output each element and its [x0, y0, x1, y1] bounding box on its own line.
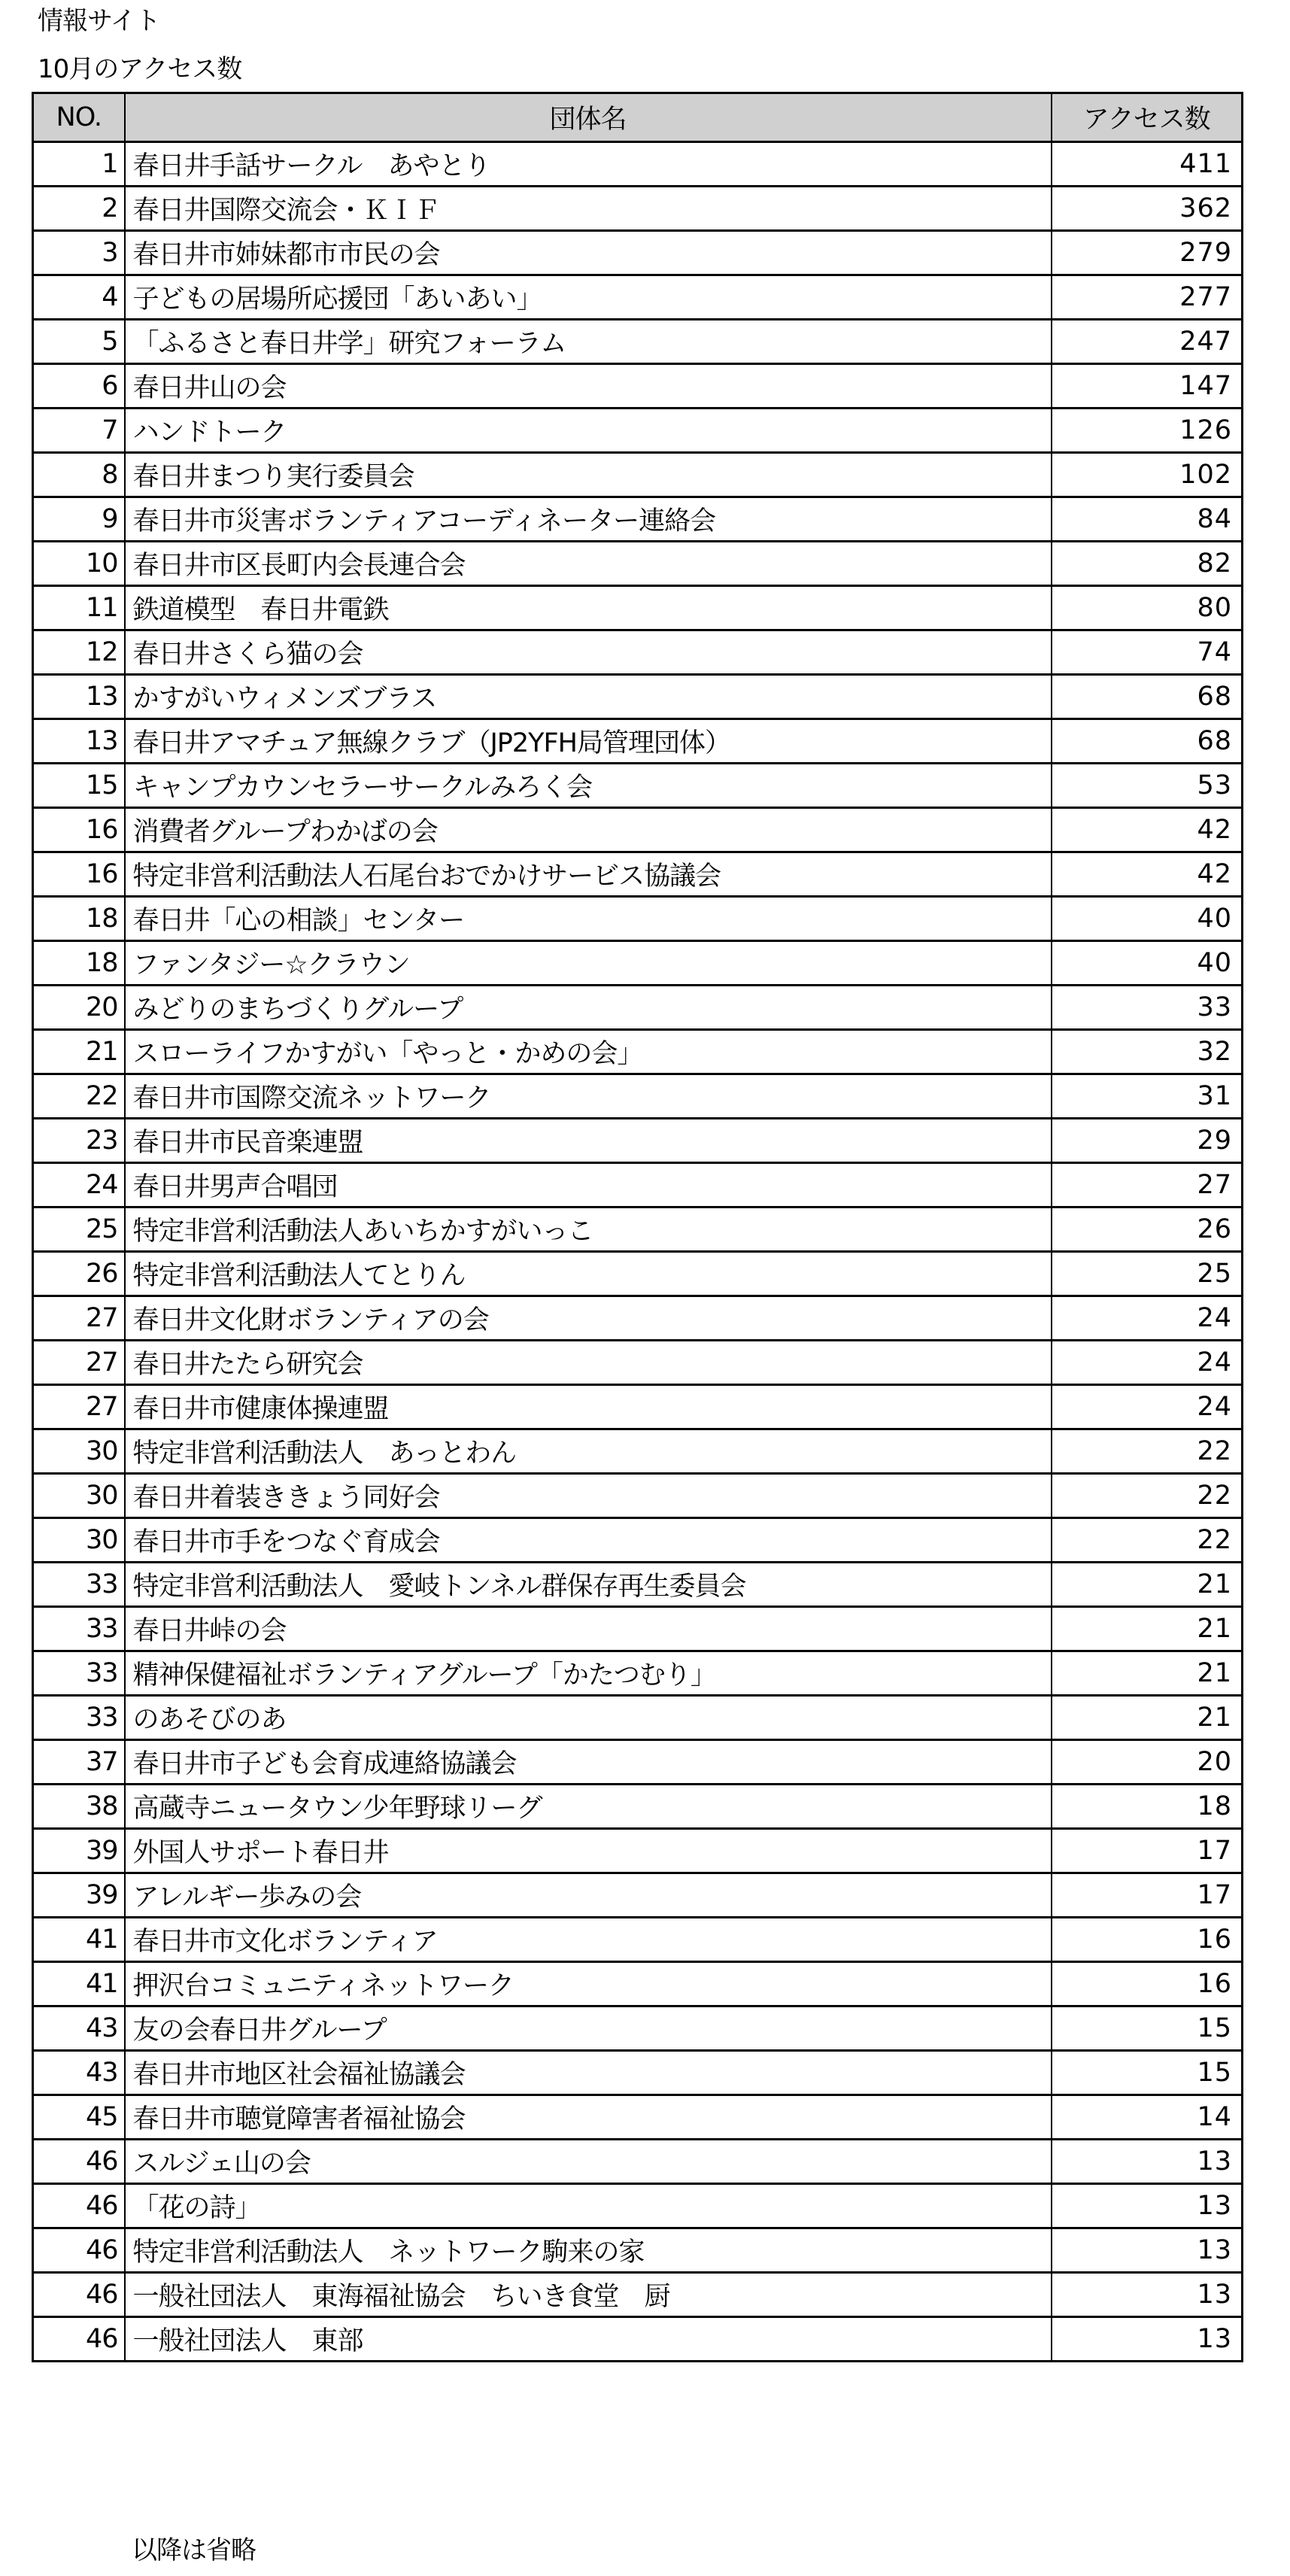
row-rank: 30 — [33, 1518, 125, 1563]
row-rank: 24 — [33, 1163, 125, 1208]
row-organization-name: 春日井文化財ボランティアの会 — [125, 1296, 1052, 1341]
table-row — [33, 897, 1243, 941]
row-organization-name: 春日井市聴覚障害者福祉協会 — [125, 2095, 1052, 2140]
row-rank: 8 — [33, 453, 125, 497]
row-access-count: 147 — [1052, 364, 1243, 409]
row-organization-name: かすがいウィメンズブラス — [125, 675, 1052, 719]
row-rank: 15 — [33, 764, 125, 808]
row-rank: 27 — [33, 1296, 125, 1341]
row-access-count: 411 — [1052, 142, 1243, 187]
row-rank: 41 — [33, 1962, 125, 2006]
table-row — [33, 453, 1243, 497]
row-access-count: 20 — [1052, 1740, 1243, 1785]
table-row — [33, 852, 1243, 897]
table-row — [33, 1429, 1243, 1474]
row-access-count: 14 — [1052, 2095, 1243, 2140]
table-row — [33, 1962, 1243, 2006]
table-row — [33, 2051, 1243, 2095]
table-row — [33, 320, 1243, 364]
row-access-count: 16 — [1052, 1962, 1243, 2006]
row-access-count: 21 — [1052, 1607, 1243, 1651]
row-access-count: 22 — [1052, 1429, 1243, 1474]
table-row — [33, 409, 1243, 453]
table-row — [33, 2140, 1243, 2184]
row-rank: 46 — [33, 2228, 125, 2273]
row-rank: 38 — [33, 1785, 125, 1829]
row-rank: 39 — [33, 1873, 125, 1918]
row-access-count: 24 — [1052, 1341, 1243, 1385]
row-access-count: 42 — [1052, 808, 1243, 852]
row-organization-name: 春日井市健康体操連盟 — [125, 1385, 1052, 1429]
row-rank: 4 — [33, 275, 125, 320]
row-rank: 7 — [33, 409, 125, 453]
table-row — [33, 586, 1243, 630]
row-rank: 10 — [33, 542, 125, 586]
row-rank: 33 — [33, 1696, 125, 1740]
row-rank: 13 — [33, 675, 125, 719]
table-row — [33, 275, 1243, 320]
row-rank: 12 — [33, 630, 125, 675]
row-rank: 5 — [33, 320, 125, 364]
table-row — [33, 764, 1243, 808]
table-row — [33, 1696, 1243, 1740]
row-access-count: 82 — [1052, 542, 1243, 586]
access-ranking-table — [32, 92, 1243, 2362]
row-organization-name: 消費者グループわかばの会 — [125, 808, 1052, 852]
row-access-count: 17 — [1052, 1873, 1243, 1918]
row-rank: 11 — [33, 586, 125, 630]
row-access-count: 22 — [1052, 1518, 1243, 1563]
row-organization-name: 春日井峠の会 — [125, 1607, 1052, 1651]
row-access-count: 13 — [1052, 2228, 1243, 2273]
row-access-count: 279 — [1052, 231, 1243, 275]
table-row — [33, 2006, 1243, 2051]
row-access-count: 102 — [1052, 453, 1243, 497]
row-rank: 46 — [33, 2140, 125, 2184]
row-access-count: 29 — [1052, 1119, 1243, 1163]
row-rank: 30 — [33, 1474, 125, 1518]
row-organization-name: 外国人サポート春日井 — [125, 1829, 1052, 1873]
row-rank: 43 — [33, 2006, 125, 2051]
row-access-count: 68 — [1052, 719, 1243, 764]
table-row — [33, 1829, 1243, 1873]
row-access-count: 24 — [1052, 1385, 1243, 1429]
column-header-count: アクセス数 — [1052, 93, 1243, 142]
row-organization-name: 春日井市子ども会育成連絡協議会 — [125, 1740, 1052, 1785]
row-organization-name: 春日井アマチュア無線クラブ（JP2YFH局管理団体） — [125, 719, 1052, 764]
row-rank: 16 — [33, 808, 125, 852]
row-rank: 16 — [33, 852, 125, 897]
table-row — [33, 1252, 1243, 1296]
row-rank: 46 — [33, 2184, 125, 2228]
row-organization-name: スローライフかすがい「やっと・かめの会」 — [125, 1030, 1052, 1074]
table-row — [33, 1518, 1243, 1563]
row-organization-name: 春日井手話サークル あやとり — [125, 142, 1052, 187]
row-rank: 46 — [33, 2317, 125, 2362]
table-row — [33, 2317, 1243, 2362]
row-rank: 18 — [33, 897, 125, 941]
table-row — [33, 2184, 1243, 2228]
row-access-count: 13 — [1052, 2184, 1243, 2228]
row-access-count: 27 — [1052, 1163, 1243, 1208]
row-organization-name: 高蔵寺ニュータウン少年野球リーグ — [125, 1785, 1052, 1829]
row-access-count: 84 — [1052, 497, 1243, 542]
row-rank: 25 — [33, 1208, 125, 1252]
row-organization-name: のあそびのあ — [125, 1696, 1052, 1740]
row-access-count: 13 — [1052, 2273, 1243, 2317]
row-rank: 41 — [33, 1918, 125, 1962]
row-access-count: 277 — [1052, 275, 1243, 320]
row-access-count: 32 — [1052, 1030, 1243, 1074]
row-organization-name: 春日井男声合唱団 — [125, 1163, 1052, 1208]
table-row — [33, 364, 1243, 409]
row-access-count: 16 — [1052, 1918, 1243, 1962]
row-organization-name: 春日井市姉妹都市市民の会 — [125, 231, 1052, 275]
table-row — [33, 1208, 1243, 1252]
row-organization-name: 春日井市災害ボランティアコーディネーター連絡会 — [125, 497, 1052, 542]
row-organization-name: 春日井国際交流会・ＫＩＦ — [125, 187, 1052, 231]
table-row — [33, 187, 1243, 231]
row-rank: 2 — [33, 187, 125, 231]
row-organization-name: 特定非営利活動法人 愛岐トンネル群保存再生委員会 — [125, 1563, 1052, 1607]
row-rank: 27 — [33, 1385, 125, 1429]
page-subtitle: 10月のアクセス数 — [38, 54, 242, 84]
row-access-count: 18 — [1052, 1785, 1243, 1829]
table-row — [33, 1296, 1243, 1341]
column-header-name: 団体名 — [125, 93, 1052, 142]
row-rank: 20 — [33, 986, 125, 1030]
row-access-count: 68 — [1052, 675, 1243, 719]
table-row — [33, 1563, 1243, 1607]
table-row — [33, 986, 1243, 1030]
row-rank: 43 — [33, 2051, 125, 2095]
row-rank: 1 — [33, 142, 125, 187]
row-rank: 30 — [33, 1429, 125, 1474]
row-rank: 33 — [33, 1651, 125, 1696]
row-access-count: 33 — [1052, 986, 1243, 1030]
row-organization-name: 春日井市手をつなぐ育成会 — [125, 1518, 1052, 1563]
row-organization-name: 子どもの居場所応援団「あいあい」 — [125, 275, 1052, 320]
row-organization-name: 「花の詩」 — [125, 2184, 1052, 2228]
row-organization-name: ハンドトーク — [125, 409, 1052, 453]
column-header-no: NO. — [33, 93, 125, 142]
table-row — [33, 675, 1243, 719]
row-organization-name: 鉄道模型 春日井電鉄 — [125, 586, 1052, 630]
row-organization-name: 春日井さくら猫の会 — [125, 630, 1052, 675]
row-organization-name: 友の会春日井グループ — [125, 2006, 1052, 2051]
table-row — [33, 1341, 1243, 1385]
omitted-note: 以降は省略 — [132, 2535, 256, 2565]
row-rank: 37 — [33, 1740, 125, 1785]
row-organization-name: 春日井まつり実行委員会 — [125, 453, 1052, 497]
table-row — [33, 1474, 1243, 1518]
row-organization-name: 春日井市国際交流ネットワーク — [125, 1074, 1052, 1119]
table-row — [33, 719, 1243, 764]
row-organization-name: 特定非営利活動法人石尾台おでかけサービス協議会 — [125, 852, 1052, 897]
row-access-count: 15 — [1052, 2051, 1243, 2095]
row-access-count: 24 — [1052, 1296, 1243, 1341]
row-access-count: 40 — [1052, 897, 1243, 941]
table-row — [33, 542, 1243, 586]
table-row — [33, 1918, 1243, 1962]
row-rank: 33 — [33, 1563, 125, 1607]
row-organization-name: 春日井「心の相談」センター — [125, 897, 1052, 941]
table-row — [33, 808, 1243, 852]
row-access-count: 362 — [1052, 187, 1243, 231]
row-organization-name: 春日井市民音楽連盟 — [125, 1119, 1052, 1163]
row-organization-name: ファンタジー☆クラウン — [125, 941, 1052, 986]
row-organization-name: みどりのまちづくりグループ — [125, 986, 1052, 1030]
row-access-count: 17 — [1052, 1829, 1243, 1873]
table-row — [33, 1607, 1243, 1651]
row-organization-name: 一般社団法人 東海福祉協会 ちいき食堂 厨 — [125, 2273, 1052, 2317]
row-organization-name: 精神保健福祉ボランティアグループ「かたつむり」 — [125, 1651, 1052, 1696]
row-access-count: 22 — [1052, 1474, 1243, 1518]
row-rank: 27 — [33, 1341, 125, 1385]
row-organization-name: キャンプカウンセラーサークルみろく会 — [125, 764, 1052, 808]
row-access-count: 53 — [1052, 764, 1243, 808]
table-row — [33, 2273, 1243, 2317]
row-access-count: 25 — [1052, 1252, 1243, 1296]
row-access-count: 31 — [1052, 1074, 1243, 1119]
row-organization-name: 押沢台コミュニティネットワーク — [125, 1962, 1052, 2006]
row-organization-name: 特定非営利活動法人 ネットワーク駒来の家 — [125, 2228, 1052, 2273]
table-row — [33, 1385, 1243, 1429]
row-access-count: 42 — [1052, 852, 1243, 897]
row-organization-name: 春日井市文化ボランティア — [125, 1918, 1052, 1962]
row-organization-name: 春日井着装ききょう同好会 — [125, 1474, 1052, 1518]
row-access-count: 247 — [1052, 320, 1243, 364]
table-row — [33, 2228, 1243, 2273]
row-organization-name: 春日井たたら研究会 — [125, 1341, 1052, 1385]
page-title: 情報サイト — [38, 6, 160, 36]
row-access-count: 26 — [1052, 1208, 1243, 1252]
row-organization-name: 一般社団法人 東部 — [125, 2317, 1052, 2362]
row-access-count: 126 — [1052, 409, 1243, 453]
table-row — [33, 1119, 1243, 1163]
row-organization-name: スルジェ山の会 — [125, 2140, 1052, 2184]
row-access-count: 13 — [1052, 2140, 1243, 2184]
table-row — [33, 1740, 1243, 1785]
row-rank: 26 — [33, 1252, 125, 1296]
table-row — [33, 1651, 1243, 1696]
table-row — [33, 1074, 1243, 1119]
row-organization-name: 春日井市区長町内会長連合会 — [125, 542, 1052, 586]
row-rank: 21 — [33, 1030, 125, 1074]
row-organization-name: 特定非営利活動法人てとりん — [125, 1252, 1052, 1296]
row-access-count: 21 — [1052, 1563, 1243, 1607]
row-rank: 6 — [33, 364, 125, 409]
table-row — [33, 1785, 1243, 1829]
table-row — [33, 231, 1243, 275]
table-row — [33, 1030, 1243, 1074]
row-rank: 46 — [33, 2273, 125, 2317]
table-row — [33, 142, 1243, 187]
row-rank: 39 — [33, 1829, 125, 1873]
row-access-count: 21 — [1052, 1651, 1243, 1696]
table-row — [33, 497, 1243, 542]
row-organization-name: 特定非営利活動法人あいちかすがいっこ — [125, 1208, 1052, 1252]
row-organization-name: 春日井山の会 — [125, 364, 1052, 409]
row-access-count: 13 — [1052, 2317, 1243, 2362]
row-access-count: 80 — [1052, 586, 1243, 630]
row-rank: 9 — [33, 497, 125, 542]
row-access-count: 21 — [1052, 1696, 1243, 1740]
row-rank: 45 — [33, 2095, 125, 2140]
row-rank: 18 — [33, 941, 125, 986]
row-organization-name: 「ふるさと春日井学」研究フォーラム — [125, 320, 1052, 364]
table-row — [33, 630, 1243, 675]
row-organization-name: アレルギー歩みの会 — [125, 1873, 1052, 1918]
table-row — [33, 2095, 1243, 2140]
row-rank: 23 — [33, 1119, 125, 1163]
row-rank: 33 — [33, 1607, 125, 1651]
row-access-count: 74 — [1052, 630, 1243, 675]
table-row — [33, 941, 1243, 986]
row-rank: 22 — [33, 1074, 125, 1119]
table-row — [33, 1163, 1243, 1208]
row-access-count: 15 — [1052, 2006, 1243, 2051]
table-row — [33, 1873, 1243, 1918]
row-access-count: 40 — [1052, 941, 1243, 986]
row-organization-name: 春日井市地区社会福祉協議会 — [125, 2051, 1052, 2095]
table-header-row — [33, 93, 1243, 142]
table-body — [33, 142, 1243, 2362]
row-rank: 3 — [33, 231, 125, 275]
row-organization-name: 特定非営利活動法人 あっとわん — [125, 1429, 1052, 1474]
row-rank: 13 — [33, 719, 125, 764]
